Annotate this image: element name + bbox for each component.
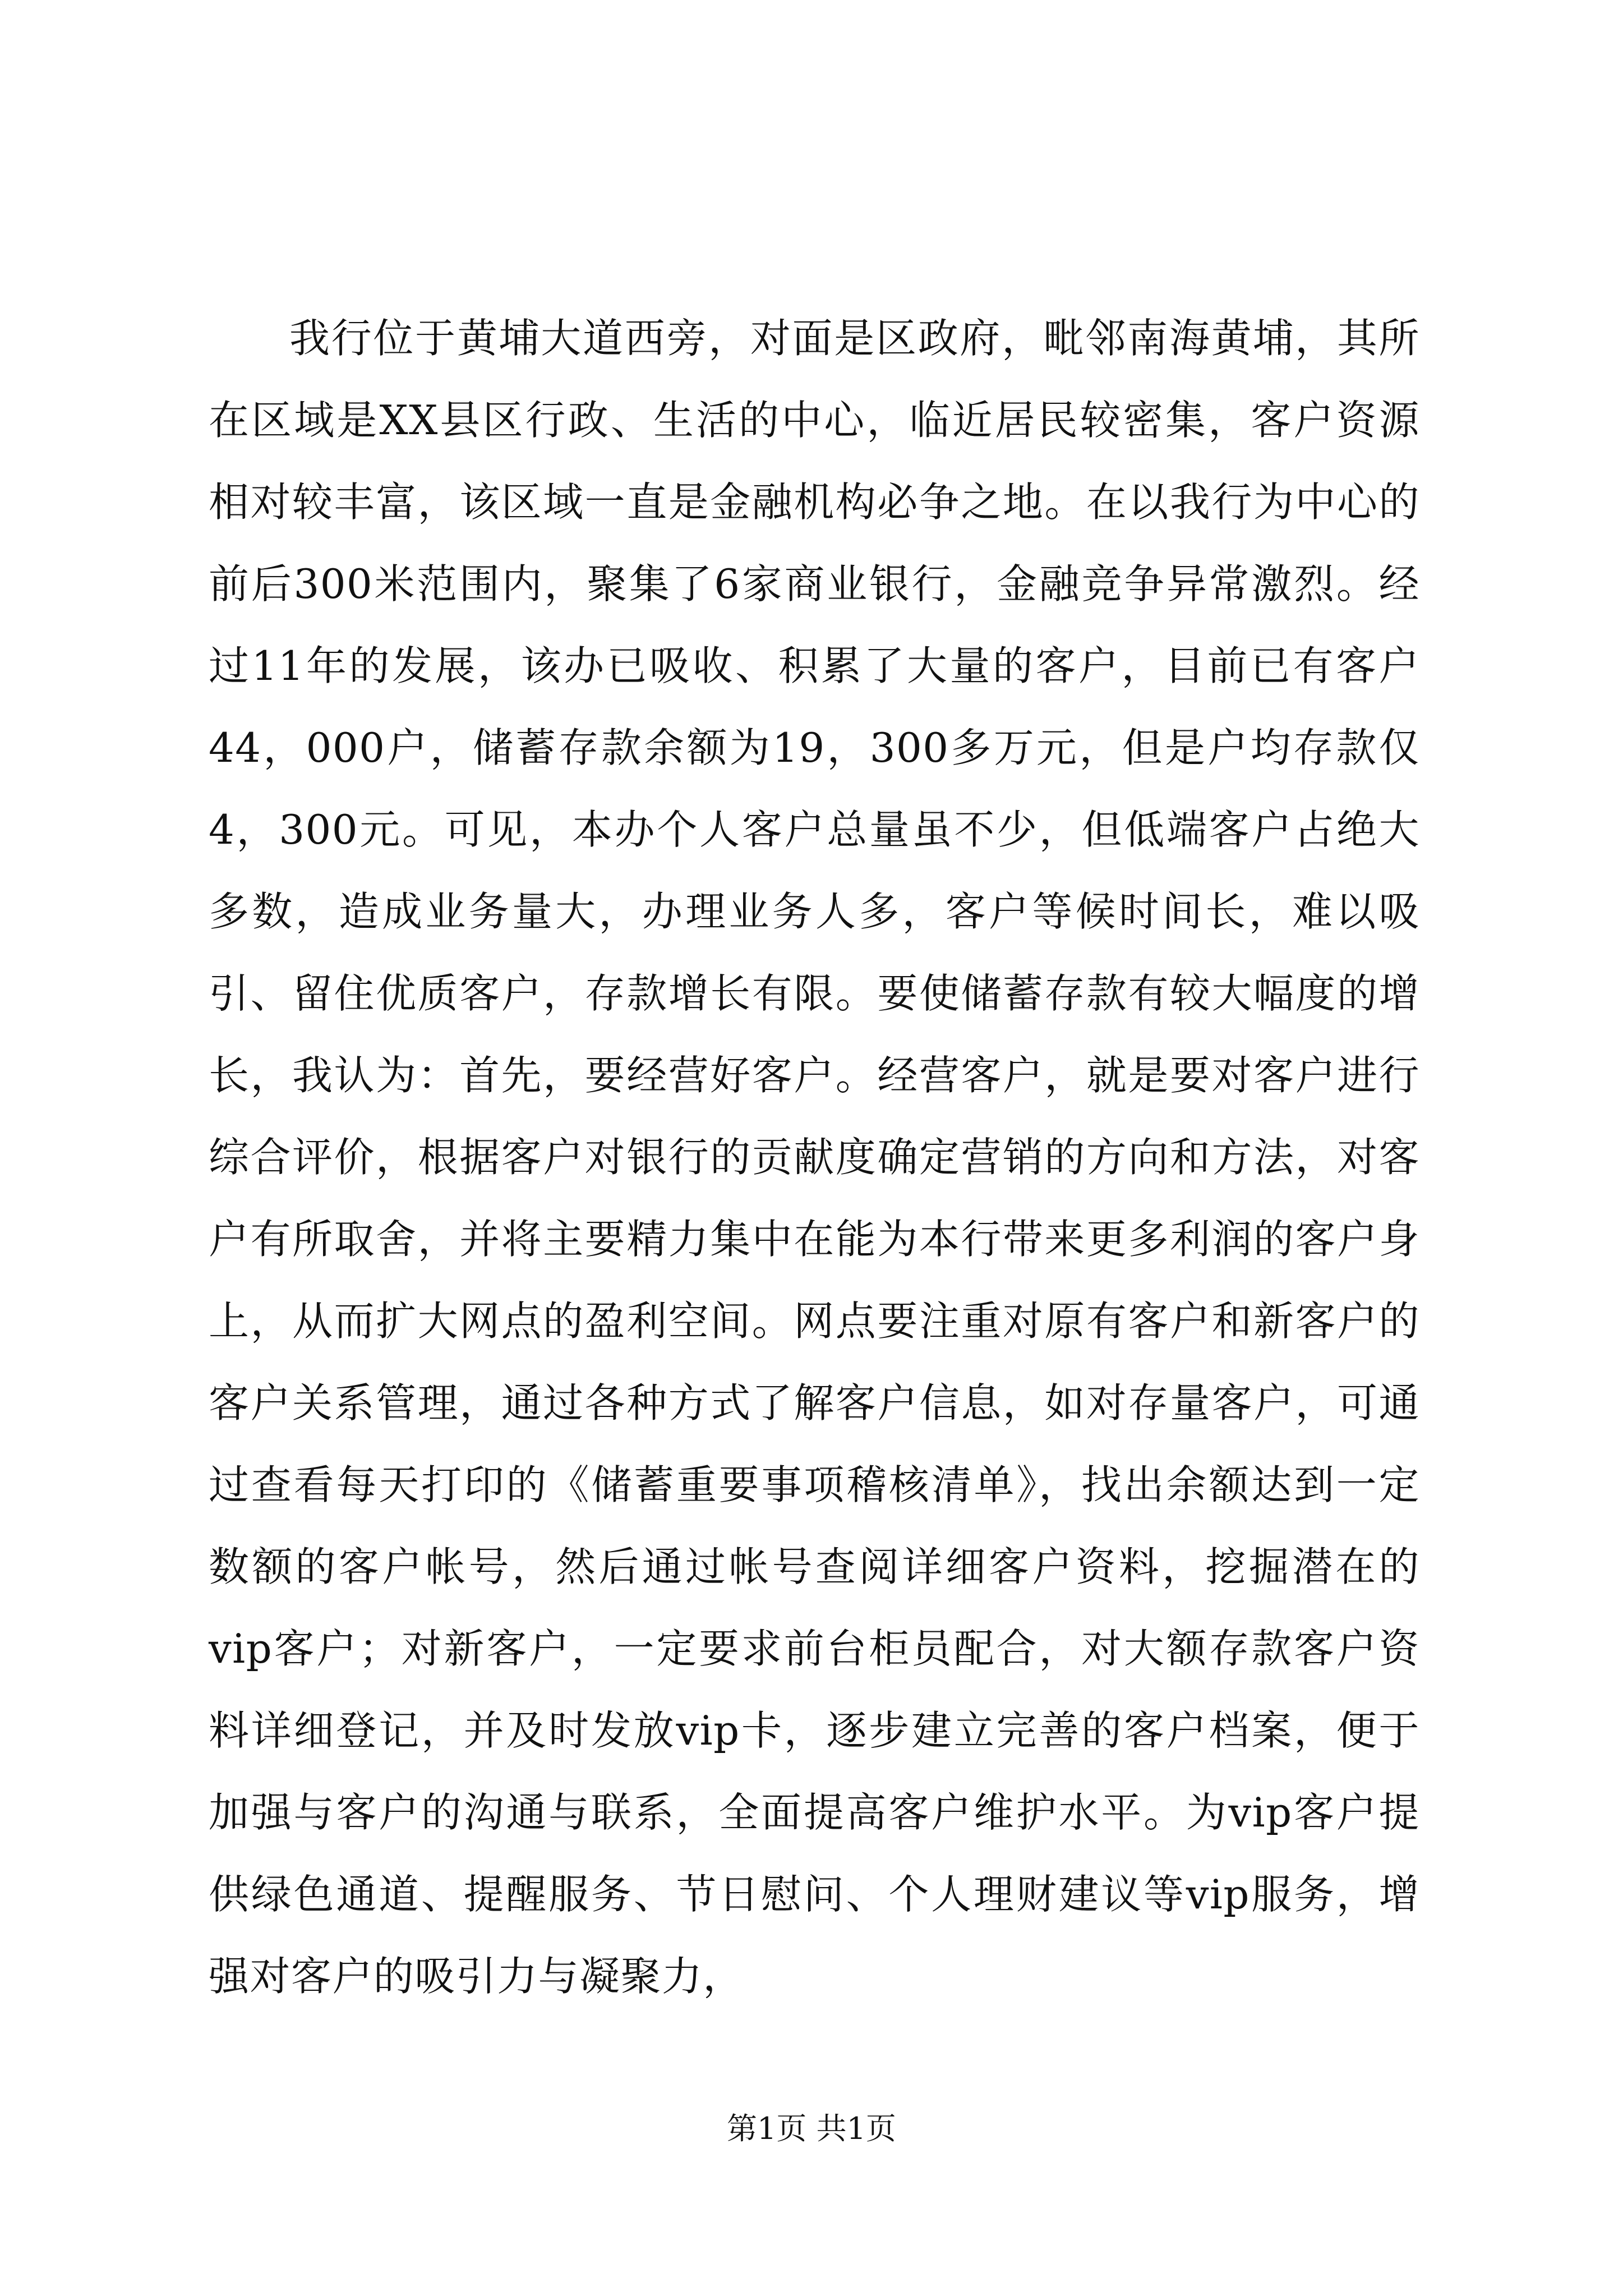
body-paragraph: 我行位于黄埔大道西旁，对面是区政府，毗邻南海黄埔，其所在区域是XX县区行政、生活的中心，临近居民较密集，客户资源相对较丰富，该区域一直是金融机构必争之地。在以我行为中心的前后300米范围内，聚集了6家商业银行，金融竞争异常激烈。经过11年的发展，该办已吸收、积累了大量的客户，目前已有客户44，000户，储蓄存款余额为19，300多万元，但是户均存款仅4，300元。可见，本办个人客户总量虽不少，但低端客户占绝大多数，造成业务量大，办理业务人多，客户等候时间长，难以吸引、留住优质客户，存款增长有限。要使储蓄存款有较大幅度的增长，我认为：首先，要经营好客户。经营客户，就是要对客户进行综合评价，根据客户对银行的贡献度确定营销的方向和方法，对客户有所取舍，并将主要精力集中在能为本行带来更多利润的客户身上，从而扩大网点的盈利空间。网点要注重对原有客户和新客户的客户关系管理，通过各种方式了解客户信息，如对存量客户，可通过查看每天打印的《储蓄重要事项稽核清单》，找出余额达到一定数额的客户帐号，然后通过帐号查阅详细客户资料，挖掘潜在的vip客户；对新客户，一定要求前台柜员配合，对大额存款客户资料详细登记，并及时发放vip卡，逐步建立完善的客户档案，便于加强与客户的沟通与联系，全面提高客户维护水平。为vip客户提供绿色通道、提醒服务、节日慰问、个人理财建议等vip服务，增强对客户的吸引力与凝聚力， — [209, 315, 1420, 2000]
page-footer: 第1页 共1页 — [727, 2111, 896, 2146]
